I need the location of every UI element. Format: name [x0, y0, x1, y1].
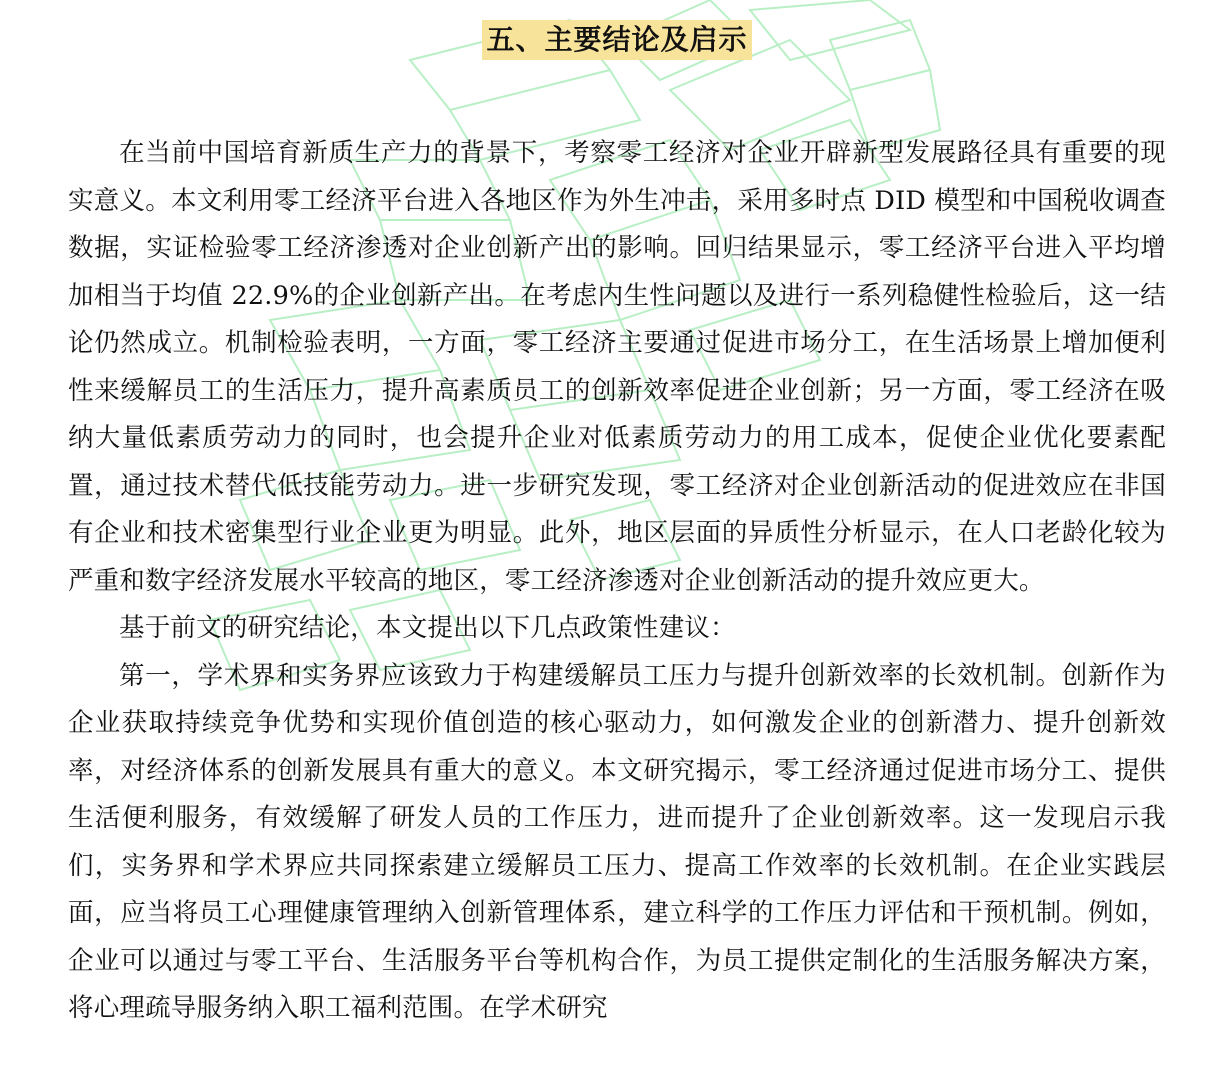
heading-container — [68, 0, 1166, 72]
paragraph-first-suggestion: 第一，学术界和实务界应该致力于构建缓解员工压力与提升创新效率的长效机制。创新作为企业获取持续竞争优势和实现价值创造的核心驱动力，如何激发企业的创新潜力、提升创新效率，对经济体系的创新发展具有重大的意义。本文研究揭示，零工经济通过促进市场分工、提供生活便利服务，有效缓解了研发人员的工作压力，进而提升了企业创新效率。这一发现启示我们，实务界和学术界应共同探索建立缓解员工压力、提高工作效率的长效机制。在企业实践层面，应当将员工心理健康管理纳入创新管理体系，建立科学的工作压力评估和干预机制。例如，企业可以通过与零工平台、生活服务平台等机构合作，为员工提供定制化的生活服务解决方案，将心理疏导服务纳入职工福利范围。在学术研究 — [68, 660, 1166, 1023]
paragraph-policy-intro: 基于前文的研究结论，本文提出以下几点政策性建议： — [119, 613, 736, 643]
body-text — [68, 130, 1166, 1033]
paragraph-conclusions: 在当前中国培育新质生产力的背景下，考察零工经济对企业开辟新型发展路径具有重要的现实意义。本文利用零工经济平台进入各地区作为外生冲击，采用多时点 DID 模型和中国税收调查数据，实证检验零工经济渗透对企业创新产出的影响。回归结果显示，零工经济平台进入平均增加相当于均值 22.9%的企业创新产出。在考虑内生性问题以及进行一系列稳健性检验后，这一结论仍然成立。机制检验表明，一方面，零工经济主要通过促进市场分工，在生活场景上增加便利性来缓解员工的生活压力，提升高素质员工的创新效率促进企业创新；另一方面，零工经济在吸纳大量低素质劳动力的同时，也会提升企业对低素质劳动力的用工成本，促使企业优化要素配置，通过技术替代低技能劳动力。进一步研究发现，零工经济对企业创新活动的促进效应在非国有企业和技术密集型行业企业更为明显。此外，地区层面的异质性分析显示，在人口老龄化较为严重和数字经济发展水平较高的地区，零工经济渗透对企业创新活动的提升效应更大。 — [68, 138, 1166, 596]
section-heading: 五、主要结论及启示 — [482, 20, 751, 60]
